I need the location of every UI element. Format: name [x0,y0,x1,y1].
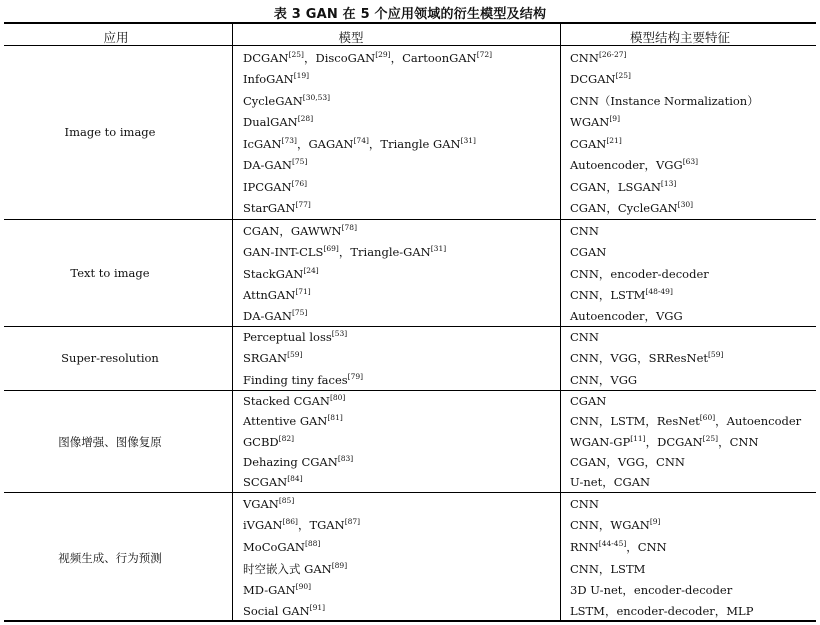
citation-ref: [88] [304,539,321,548]
cell-text: CNN，VGG，SRResNet [570,351,708,365]
model-cell [243,137,476,151]
cell-text: ，DiscoGAN [303,51,376,65]
structure-cell [570,245,606,259]
cell-text: 3D U-net，encoder-decoder [570,583,733,597]
citation-ref: [25] [288,50,304,59]
citation-ref: [89] [331,561,348,570]
cell-text: SRGAN [243,351,288,365]
cell-text: ，GAGAN [296,137,354,151]
header-application: 应用 [103,30,129,45]
table-caption: 表 3 GAN 在 5 个应用领域的衍生模型及结构 [273,7,547,22]
citation-ref: [59] [708,350,724,359]
cell-text: ，CNN [718,435,759,449]
structure-cell [570,330,599,344]
citation-ref: [91] [309,603,326,612]
model-cell [243,394,345,408]
cell-text: CGAN [570,245,607,259]
citation-ref: [25] [615,71,631,80]
model-cell [243,309,307,323]
model-cell [243,373,363,387]
cell-text: InfoGAN [243,72,294,86]
citation-ref: [11] [630,434,646,443]
cell-text: Attentive GAN [243,414,328,428]
citation-ref: [75] [291,157,308,166]
structure-cell [570,562,645,576]
citation-ref: [60] [699,413,716,422]
cell-text: CNN [570,497,599,511]
cell-text: IPCGAN [243,180,292,194]
structure-cell [570,115,620,129]
group-divider [4,326,816,327]
model-cell [243,435,294,449]
citation-ref: [28] [297,114,314,123]
cell-text: Autoencoder，VGG [570,309,683,323]
cell-text: CNN（Instance Normalization） [570,94,759,108]
citation-ref: [90] [295,582,312,591]
structure-cell [570,158,698,172]
structure-cell [570,583,732,597]
citation-ref: [21] [606,136,622,145]
cell-text: ，DCGAN [645,435,703,449]
citation-ref: [30,53] [302,93,331,102]
structure-cell [570,540,667,554]
structure-cell [570,475,650,489]
structure-cell [570,180,676,194]
model-cell [243,455,353,469]
structure-cell [570,455,685,469]
model-cell [243,414,343,428]
cell-text: AttnGAN [243,288,296,302]
citation-ref: [71] [295,287,311,296]
cell-text: CNN，LSTM [570,288,646,302]
citation-ref: [25] [702,434,719,443]
citation-ref: [73] [281,136,297,145]
citation-ref: [19] [293,71,310,80]
cell-text: MD-GAN [243,583,296,597]
citation-ref: [77] [295,200,311,209]
model-cell [243,267,319,281]
column-divider-left [232,23,233,621]
structure-cell [570,497,599,511]
cell-text: GAN-INT-CLS [243,245,324,259]
structure-cell [570,309,683,323]
structure-cell [570,224,599,238]
citation-ref: [59] [287,350,303,359]
cell-text: MoCoGAN [243,540,305,554]
cell-text: CNN [570,330,599,344]
bottom-rule [4,620,816,622]
cell-text: CNN，WGAN [570,518,650,532]
application-label: 视频生成、行为预测 [58,551,162,565]
model-cell [243,115,313,129]
cell-text: Dehazing CGAN [243,455,338,469]
structure-cell [570,604,753,618]
citation-ref: [86] [282,517,298,526]
cell-text: CGAN，VGG，CNN [570,455,685,469]
citation-ref: [44-45] [598,539,627,548]
citation-ref: [31] [460,136,476,145]
model-cell [243,583,311,597]
application-label: 图像增强、图像复原 [58,435,162,449]
citation-ref: [9] [609,114,620,123]
citation-ref: [26-27] [598,50,627,59]
structure-cell [570,435,759,449]
citation-ref: [82] [278,434,295,443]
cell-text: GCBD [243,435,279,449]
model-cell [243,72,309,86]
cell-text: WGAN-GP [570,435,631,449]
citation-ref: [31] [430,244,447,253]
citation-ref: [53] [331,329,348,338]
cell-text: ，Triangle GAN [368,137,461,151]
model-cell [243,201,311,215]
citation-ref: [76] [291,179,308,188]
model-cell [243,518,360,532]
cell-text: Finding tiny faces [243,373,348,387]
model-cell [243,562,347,576]
cell-text: CNN [570,51,599,65]
cell-text: 时空嵌入式 GAN [243,562,332,576]
structure-cell [570,288,673,302]
citation-ref: [80] [329,393,346,402]
application-label: Image to image [64,125,156,139]
cell-text: StackGAN [243,267,304,281]
structure-cell [570,351,723,365]
cell-text: ，CartoonGAN [390,51,477,65]
structure-cell [570,394,606,408]
citation-ref: [85] [278,496,295,505]
model-cell [243,351,303,365]
cell-text: RNN [570,540,599,554]
citation-ref: [48-49] [645,287,673,296]
cell-text: DCGAN [570,72,616,86]
cell-text: U-net，CGAN [570,475,651,489]
cell-text: DualGAN [243,115,298,129]
cell-text: iVGAN [243,518,283,532]
cell-text: IcGAN [243,137,282,151]
cell-text: CNN，LSTM [570,562,646,576]
citation-ref: [24] [303,266,319,275]
top-rule [4,22,816,24]
application-label: Super-resolution [61,351,159,365]
cell-text: DCGAN [243,51,289,65]
citation-ref: [13] [660,179,677,188]
structure-cell [570,94,759,108]
model-cell [243,475,303,489]
cell-text: ，Triangle-GAN [338,245,431,259]
cell-text: DA-GAN [243,158,292,172]
model-cell [243,330,347,344]
citation-ref: [29] [375,50,391,59]
cell-text: Stacked CGAN [243,394,330,408]
cell-text: CGAN，GAWWN [243,224,342,238]
citation-ref: [83] [337,454,354,463]
citation-ref: [69] [323,244,339,253]
model-cell [243,51,492,65]
cell-text: LSTM，encoder-decoder，MLP [570,604,754,618]
cell-text: CGAN [570,394,607,408]
model-cell [243,245,446,259]
cell-text: Social GAN [243,604,310,618]
application-label: Text to image [70,266,150,280]
cell-text: WGAN [570,115,610,129]
structure-cell [570,51,626,65]
model-cell [243,604,325,618]
citation-ref: [74] [353,136,369,145]
citation-ref: [78] [341,223,357,232]
model-cell [243,288,311,302]
citation-ref: [75] [291,308,308,317]
cell-text: CNN，VGG [570,373,638,387]
structure-cell [570,201,693,215]
model-cell [243,497,294,511]
citation-ref: [30] [677,200,694,209]
cell-text: DA-GAN [243,309,292,323]
header-structure: 模型结构主要特征 [629,30,730,45]
cell-text: CNN，encoder-decoder [570,267,709,281]
cell-text: CycleGAN [243,94,303,108]
structure-cell [570,373,637,387]
citation-ref: [87] [344,517,361,526]
citation-ref: [63] [682,157,699,166]
group-divider [4,492,816,493]
cell-text: CGAN，CycleGAN [570,201,678,215]
model-cell [243,94,330,108]
model-cell [243,180,307,194]
group-divider [4,390,816,391]
cell-text: ，CNN [626,540,667,554]
cell-text: Perceptual loss [243,330,332,344]
structure-cell [570,267,709,281]
citation-ref: [72] [476,50,493,59]
cell-text: StarGAN [243,201,296,215]
column-divider-right [560,23,561,621]
group-divider [4,219,816,220]
structure-cell [570,72,631,86]
model-cell [243,158,307,172]
structure-cell [570,518,660,532]
cell-text: VGAN [243,497,279,511]
structure-cell [570,137,622,151]
header-model: 模型 [338,30,364,45]
cell-text: CNN，LSTM，ResNet [570,414,700,428]
cell-text: CGAN，LSGAN [570,180,661,194]
cell-text: ，TGAN [297,518,345,532]
citation-ref: [79] [347,372,364,381]
structure-cell [570,414,801,428]
citation-ref: [81] [327,413,343,422]
cell-text: Autoencoder，VGG [570,158,683,172]
model-cell [243,224,357,238]
cell-text: CGAN [570,137,607,151]
citation-ref: [9] [649,517,661,526]
cell-text: ，Autoencoder [715,414,802,428]
model-cell [243,540,320,554]
citation-ref: [84] [287,474,303,483]
cell-text: SCGAN [243,475,288,489]
cell-text: CNN [570,224,599,238]
